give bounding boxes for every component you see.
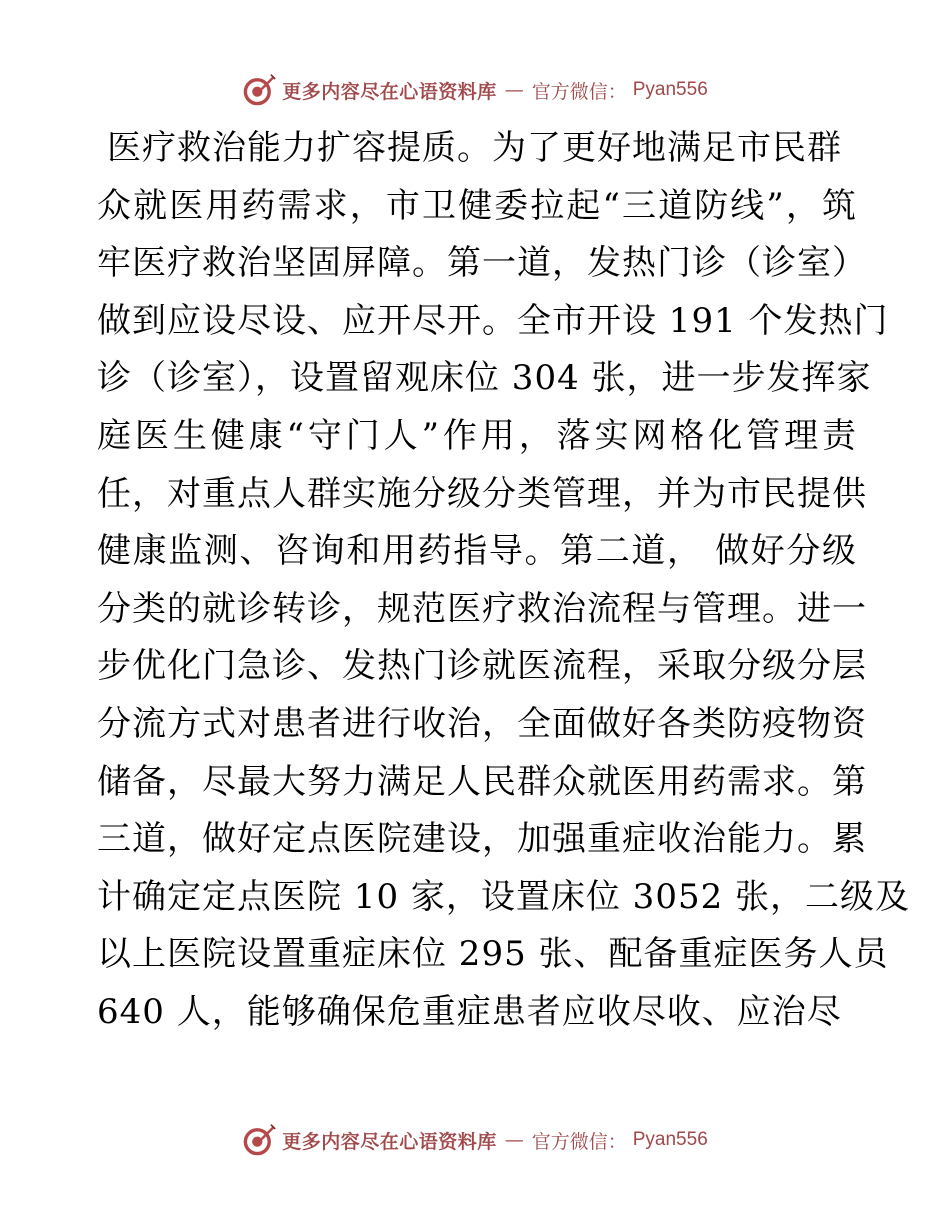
pen-logo-icon [242, 1123, 276, 1157]
body-line: 分流方式对患者进行收治，全面做好各类防疫物资 [97, 703, 867, 744]
body-line: 步优化门急诊、发热门诊就医流程，采取分级分层 [97, 646, 867, 687]
body-line: 储备，尽最大努力满足人民群众就医用药需求。第 [97, 761, 867, 802]
body-line: 医疗救治能力扩容提质。为了更好地满足市民群 [107, 128, 842, 168]
body-line: 庭医生健康“守门人”作用，落实网格化管理责 [97, 415, 857, 456]
body-line: 640 人，能够确保危重症患者应收尽收、应治尽 [97, 991, 842, 1032]
document-body [97, 120, 911, 1042]
watermark-contact-label: 官方微信： [531, 1130, 627, 1153]
body-line: 众就医用药需求，市卫健委拉起“三道防线”，筑 [97, 185, 857, 226]
pen-logo-icon [242, 73, 276, 107]
watermark-dash: — [504, 1129, 524, 1151]
watermark-text: 更多内容尽在心语资料库 [282, 80, 497, 103]
body-line: 牢医疗救治坚固屏障。第一道，发热门诊（诊室） [97, 243, 867, 284]
body-line: 分类的就诊转诊，规范医疗救治流程与管理。进一 [97, 588, 867, 629]
header-watermark [0, 70, 950, 110]
watermark-text: 更多内容尽在心语资料库 [282, 1130, 497, 1153]
watermark-contact-id: Pyan556 [632, 79, 708, 100]
body-line: 计确定定点医院 10 家，设置床位 3052 张，二级及 [97, 876, 911, 917]
watermark-contact-label: 官方微信： [531, 80, 627, 103]
watermark-dash: — [504, 79, 524, 101]
body-line: 三道，做好定点医院建设，加强重症收治能力。累 [97, 819, 867, 860]
body-line: 任，对重点人群实施分级分类管理，并为市民提供 [97, 473, 867, 514]
body-line: 健康监测、咨询和用药指导。第二道， 做好分级 [97, 531, 857, 572]
body-line: 做到应设尽设、应开尽开。全市开设 191 个发热门 [97, 300, 889, 341]
watermark-contact-id: Pyan556 [632, 1129, 708, 1150]
body-line: 诊（诊室），设置留观床位 304 张，进一步发挥家 [97, 358, 872, 399]
body-line: 以上医院设置重症床位 295 张、配备重症医务人员 [97, 934, 889, 975]
footer-watermark [0, 1120, 950, 1160]
